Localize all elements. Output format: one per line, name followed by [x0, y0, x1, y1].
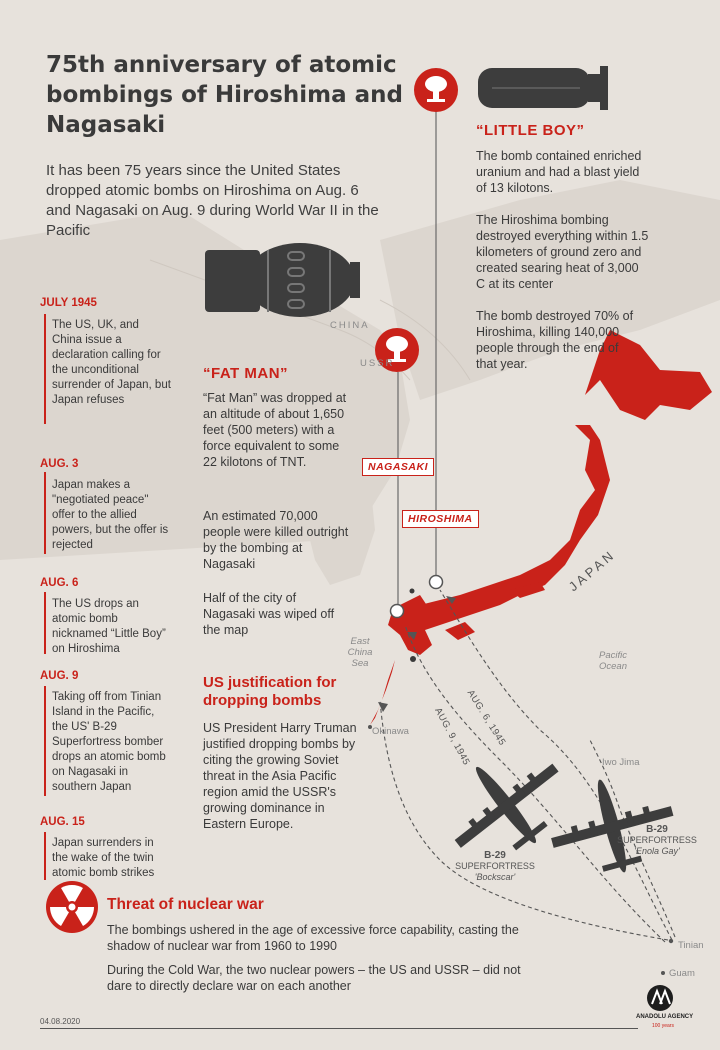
timeline-date: AUG. 15: [40, 816, 85, 828]
hiroshima-label: HIROSHIMA: [402, 510, 479, 528]
radiation-icon: [45, 878, 98, 933]
ussr-label: USSR: [360, 358, 395, 369]
timeline-text: Japan surrenders in the wake of the twin atomic bomb strikes: [52, 837, 155, 879]
enola-name: 'Enola Gay': [634, 846, 680, 856]
little-boy-bomb-icon: [478, 66, 608, 110]
enola-gay-label: [612, 824, 702, 857]
threat-paragraph: The bombings ushered in the age of excessive force capability, casting the shadow of nuclear war from 1960 to 1990: [107, 923, 519, 953]
route-aug9-label: AUG. 9, 1945: [432, 706, 472, 768]
guam-dot: [661, 971, 665, 975]
fat-man-paragraph: Half of the city of Nagasaki was wiped off the map: [203, 591, 335, 637]
kokura-dot: [410, 589, 415, 594]
threat-title: Threat of nuclear war: [107, 896, 264, 913]
enola-type: B-29: [646, 824, 668, 835]
timeline-text: The US drops an atomic bomb nicknamed “Little Boy” on Hiroshima: [52, 598, 166, 655]
timeline-bar-3: [44, 592, 46, 654]
anadolu-agency-logo: [647, 985, 673, 1011]
timeline-text: Japan makes a "negotiated peace" offer to the allied powers, but the offer is rejected: [52, 479, 169, 551]
little-boy-heading: “LITTLE BOY”: [476, 122, 585, 139]
fat-man-heading: “FAT MAN”: [203, 365, 289, 382]
timeline-bar-2: [44, 472, 46, 554]
kyushu-dot: [410, 656, 416, 662]
tinian-dot: [669, 939, 673, 943]
timeline-date: AUG. 6: [40, 577, 79, 589]
timeline-date: AUG. 3: [40, 458, 79, 470]
little-boy-paragraph: The bomb contained enriched uranium and had a blast yield of 13 kilotons.: [476, 149, 642, 195]
little-boy-paragraph: The Hiroshima bombing destroyed everything within 1.5 kilometers of ground zero and created searing heat of 3,000 C at its center: [476, 213, 649, 291]
timeline-bar-4: [44, 686, 46, 796]
east-china-sea-label: East China Sea: [347, 636, 373, 669]
iwo-jima-label: Iwo Jima: [602, 757, 640, 768]
guam-label: Guam: [669, 968, 695, 979]
timeline-date: AUG. 9: [40, 670, 79, 682]
pacific-ocean-label: Pacific Ocean: [599, 650, 627, 672]
agency-years: 100 years: [652, 1023, 674, 1029]
okinawa-label: Okinawa: [372, 726, 409, 737]
timeline-date: JULY 1945: [40, 297, 97, 309]
enola-class: SUPERFORTRESS: [617, 835, 697, 845]
bockscar-type: B-29: [484, 850, 506, 861]
fat-man-paragraph: An estimated 70,000 people were killed outright by the bombing at Nagasaki: [203, 509, 349, 571]
nagasaki-marker: [391, 605, 404, 618]
fat-man-bomb-icon: [205, 243, 360, 317]
little-boy-paragraph: The bomb destroyed 70% of Hiroshima, killing 140,000 people through the end of that year.: [476, 309, 634, 371]
fat-man-paragraph: “Fat Man” was dropped at an altitude of about 1,650 feet (500 meters) with a force equivalent to some 22 kilotons of TNT.: [203, 391, 347, 469]
timeline-text: Taking off from Tinian Island in the Pacific, the US' B-29 Superfortress bomber drops an atomic bomb on Nagasaki in southern Japan: [52, 691, 166, 793]
justification-title: US justification for dropping bombs: [203, 674, 337, 709]
hiroshima-marker: [430, 576, 443, 589]
footer-date: 04.08.2020: [40, 1017, 81, 1026]
bockscar-class: SUPERFORTRESS: [455, 861, 535, 871]
bockscar-label: [455, 850, 535, 883]
timeline-bar-5: [44, 832, 46, 880]
footer-divider: [40, 1028, 638, 1029]
japan-label: JAPAN: [565, 546, 619, 595]
china-label: CHINA: [330, 320, 370, 331]
threat-paragraph: During the Cold War, the two nuclear powers – the US and USSR – did not dare to directly declare war on each another: [107, 963, 521, 993]
justification-text: US President Harry Truman justified dropping bombs by citing the growing Soviet threat in the Asia Pacific region amid the USSR's growing dominance in Eastern Europe.: [203, 721, 357, 831]
timeline-text: The US, UK, and China issue a declaration calling for the unconditional surrender of Japan, but Japan refuses: [52, 319, 171, 406]
bockscar-name: 'Bockscar': [474, 872, 516, 882]
timeline-bar-1: [44, 314, 46, 424]
page-title: 75th anniversary of atomic bombings of Hiroshima and Nagasaki: [46, 52, 404, 138]
intro-text: It has been 75 years since the United States dropped atomic bombs on Hiroshima on Aug. 6 and Nagasaki on Aug. 9 during World War II in the Pacific: [46, 162, 379, 239]
nagasaki-label: NAGASAKI: [362, 458, 434, 476]
route-aug6-label: AUG. 6, 1945: [464, 688, 508, 748]
tinian-label: Tinian: [678, 940, 704, 951]
agency-name: ANADOLU AGENCY: [636, 1014, 694, 1020]
